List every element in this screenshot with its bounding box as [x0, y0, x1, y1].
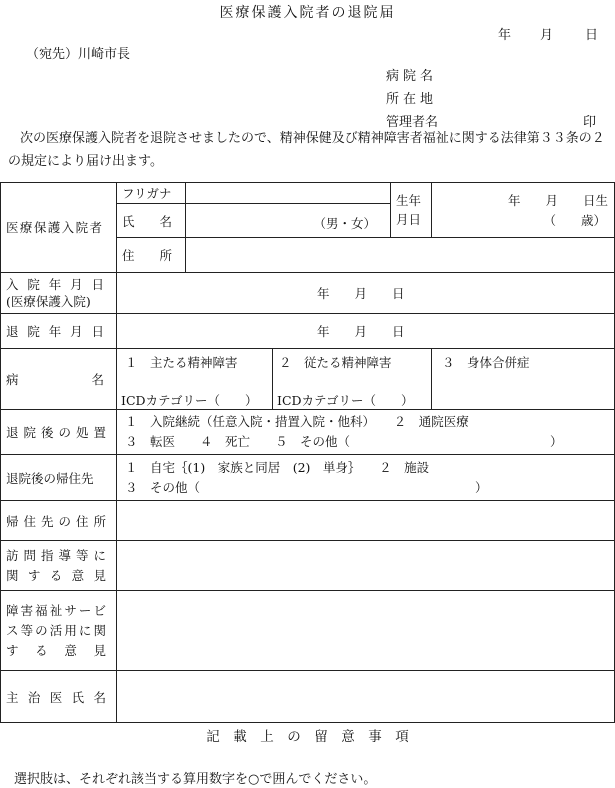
date-day: 日 [585, 28, 599, 43]
date-year: 年 [498, 28, 512, 43]
admission-date-label: 入院年月日 (医療保護入院) [1, 273, 117, 314]
age-value: （ 歳） [543, 213, 606, 228]
address-label: 住 所 [117, 238, 186, 273]
admission-date-field[interactable]: 年 月 日 [117, 273, 615, 314]
name-field[interactable] [186, 204, 391, 238]
hospital-address-label: 所在地 [386, 92, 438, 107]
visit-guidance-label: 訪問指導等に 関する意見 [1, 541, 117, 591]
welfare-service-label: 障害福祉サービ ス等の活用に関 する意見 [1, 591, 117, 671]
welfare-service-field[interactable] [117, 591, 615, 671]
date-month: 月 [540, 28, 554, 43]
birthdate-field[interactable] [432, 183, 615, 238]
address-field[interactable] [186, 238, 615, 273]
return-address-field[interactable] [117, 501, 615, 541]
seal-mark: 印 [583, 115, 597, 130]
residence-options[interactable]: １ 自宅｛(1) 家族と同居 (2) 単身｝ ２ 施設 ３ その他（ ） [117, 455, 615, 501]
statement-body: 次の医療保護入院者を退院させましたので、精神保健及び精神障害者福祉に関する法律第３３条の２の規定により届け出ます。 [8, 131, 605, 169]
discharge-date-field[interactable]: 年 月 日 [117, 314, 615, 349]
hospital-name-label: 病院名 [386, 69, 438, 84]
addressee: （宛先）川崎市長 [26, 47, 131, 62]
furigana-field[interactable] [186, 183, 391, 204]
physician-label: 主治医氏名 [1, 671, 117, 723]
physician-field[interactable] [117, 671, 615, 723]
disposition-options[interactable]: １ 入院継続（任意入院・措置入院・他科） ２ 通院医療 ３ 転医 ４ 死亡 ５ その他（ ） [117, 410, 615, 455]
disposition-label: 退院後の処置 [1, 410, 117, 455]
sub-disorder-field[interactable]: ２ 従たる精神障害 ICDカテゴリー（ ） [273, 349, 432, 410]
name-label: 氏 名 [117, 204, 186, 238]
illness-label: 病 名 [1, 349, 117, 410]
physical-complication-field[interactable]: ３ 身体合併症 [432, 349, 615, 410]
notes-title: 記 載 上 の 留 意 事 項 [206, 729, 409, 745]
statement-text [8, 127, 608, 173]
furigana-label: フリガナ [117, 183, 186, 204]
residence-label: 退院後の帰住先 [1, 455, 117, 501]
document-title: 医療保護入院者の退院届 [219, 5, 396, 21]
discharge-form-table [0, 182, 615, 723]
birthdate-value: 年 月 日生 [507, 193, 608, 208]
birthdate-label: 生年月日 [391, 183, 432, 238]
visit-guidance-field[interactable] [117, 541, 615, 591]
return-address-label: 帰住先の住所 [1, 501, 117, 541]
patient-section-label: 医療保護入院者 [1, 183, 117, 273]
notes-body: 選択肢は、それぞれ該当する算用数字を○で囲んでください。 [14, 772, 377, 787]
manager-name-label: 管理者名 [386, 115, 439, 130]
sex-selector[interactable]: （男・女） [313, 216, 376, 231]
discharge-date-label: 退院年月日 [1, 314, 117, 349]
main-disorder-field[interactable]: １ 主たる精神障害 ICDカテゴリー（ ） [117, 349, 273, 410]
